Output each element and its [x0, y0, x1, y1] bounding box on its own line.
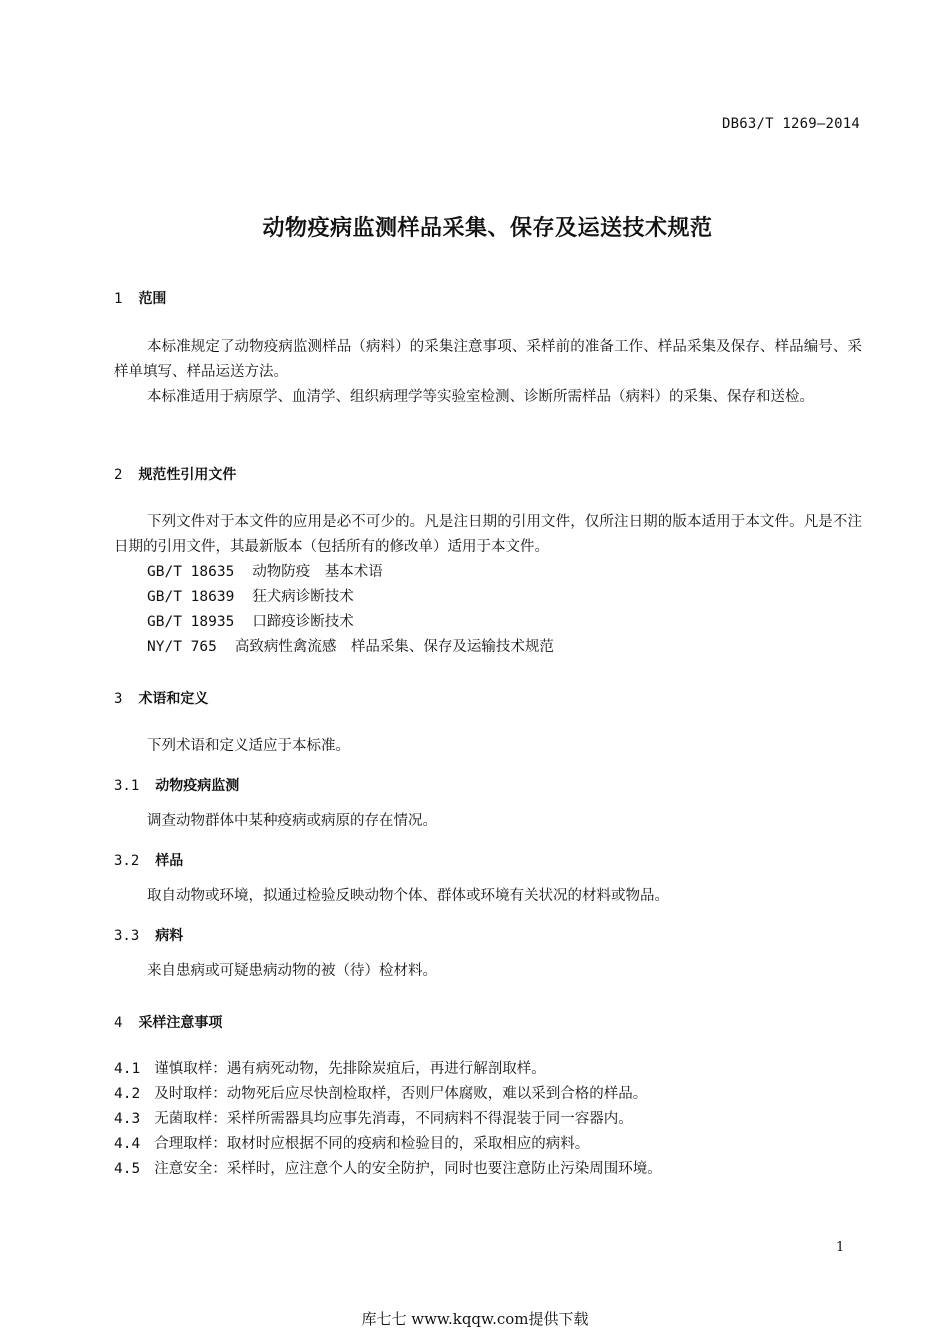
paragraph: 下列文件对于本文件的应用是必不可少的。凡是注日期的引用文件，仅所注日期的版本适用于本文件。凡是不注日期的引用文件，其最新版本（包括所有的修改单）适用于本文件。 [114, 514, 862, 555]
standard-number: DB63/T 1269—2014 [721, 116, 860, 132]
section-number: 4 [114, 1015, 123, 1031]
term-title: 动物疫病监测 [155, 778, 240, 794]
section-title: 范围 [138, 291, 167, 307]
item-number: 4.5 [114, 1161, 141, 1177]
item-number: 4.3 [114, 1111, 141, 1127]
term-definition: 来自患病或可疑患病动物的被（待）检材料。 [147, 963, 437, 979]
reference-code: NY/T 765 [147, 639, 217, 655]
list-item [114, 1157, 662, 1182]
section-2-heading [114, 464, 236, 484]
item-text: 无菌取样：采样所需器具均应事先消毒，不同病料不得混装于同一容器内。 [154, 1111, 633, 1127]
reference-item [147, 610, 354, 635]
term-heading [114, 775, 239, 795]
item-number: 4.1 [114, 1061, 141, 1077]
term-number: 3.3 [114, 928, 140, 944]
list-item [114, 1082, 647, 1107]
section-title: 术语和定义 [138, 691, 209, 707]
item-text: 注意安全：采样时，应注意个人的安全防护，同时也要注意防止污染周围环境。 [154, 1161, 662, 1177]
list-item [114, 1132, 589, 1157]
term-number: 3.2 [114, 853, 140, 869]
reference-title: 口蹄疫诊断技术 [252, 614, 354, 630]
list-item [114, 1107, 633, 1132]
section-number: 3 [114, 691, 123, 707]
item-number: 4.4 [114, 1136, 141, 1152]
section-title: 采样注意事项 [138, 1015, 223, 1031]
paragraph: 本标准适用于病原学、血清学、组织病理学等实验室检测、诊断所需样品（病料）的采集、保存和送检。 [147, 389, 814, 405]
term-title: 样品 [155, 853, 184, 869]
term-title: 病料 [155, 928, 184, 944]
page-number: 1 [836, 1240, 845, 1255]
section-title: 规范性引用文件 [138, 467, 237, 483]
term-number: 3.1 [114, 778, 140, 794]
section-number: 1 [114, 291, 123, 307]
item-text: 及时取样：动物死后应尽快剖检取样，否则尸体腐败，难以采到合格的样品。 [154, 1086, 648, 1102]
reference-item [147, 560, 383, 585]
reference-title: 动物防疫 基本术语 [252, 564, 383, 580]
reference-code: GB/T 18935 [147, 614, 235, 630]
reference-code: GB/T 18635 [147, 564, 235, 580]
section-3-heading [114, 688, 208, 708]
reference-item [147, 635, 554, 660]
reference-item [147, 585, 354, 610]
term-definition: 取自动物或环境，拟通过检验反映动物个体、群体或环境有关状况的材料或物品。 [147, 888, 669, 904]
section-4-heading [114, 1012, 222, 1032]
paragraph: 下列术语和定义适应于本标准。 [147, 738, 350, 754]
reference-title: 高致病性禽流感 样品采集、保存及运输技术规范 [234, 639, 554, 655]
footer-download-text: 库七七 www.kqqw.com提供下载 [361, 1310, 589, 1328]
term-definition: 调查动物群体中某种疫病或病原的存在情况。 [147, 813, 437, 829]
item-text: 谨慎取样：遇有病死动物，先排除炭疽后，再进行解剖取样。 [154, 1061, 546, 1077]
section-number: 2 [114, 467, 123, 483]
document-title: 动物疫病监测样品采集、保存及运送技术规范 [262, 216, 713, 241]
item-number: 4.2 [114, 1086, 141, 1102]
paragraph: 本标准规定了动物疫病监测样品（病料）的采集注意事项、采样前的准备工作、样品采集及保存、样品编号、采样单填写、样品运送方法。 [114, 339, 862, 380]
reference-title: 狂犬病诊断技术 [252, 589, 354, 605]
reference-code: GB/T 18639 [147, 589, 235, 605]
section-1-heading [114, 288, 166, 308]
list-item [114, 1057, 546, 1082]
term-heading [114, 850, 183, 870]
item-text: 合理取样：取材时应根据不同的疫病和检验目的，采取相应的病料。 [154, 1136, 590, 1152]
term-heading [114, 925, 183, 945]
